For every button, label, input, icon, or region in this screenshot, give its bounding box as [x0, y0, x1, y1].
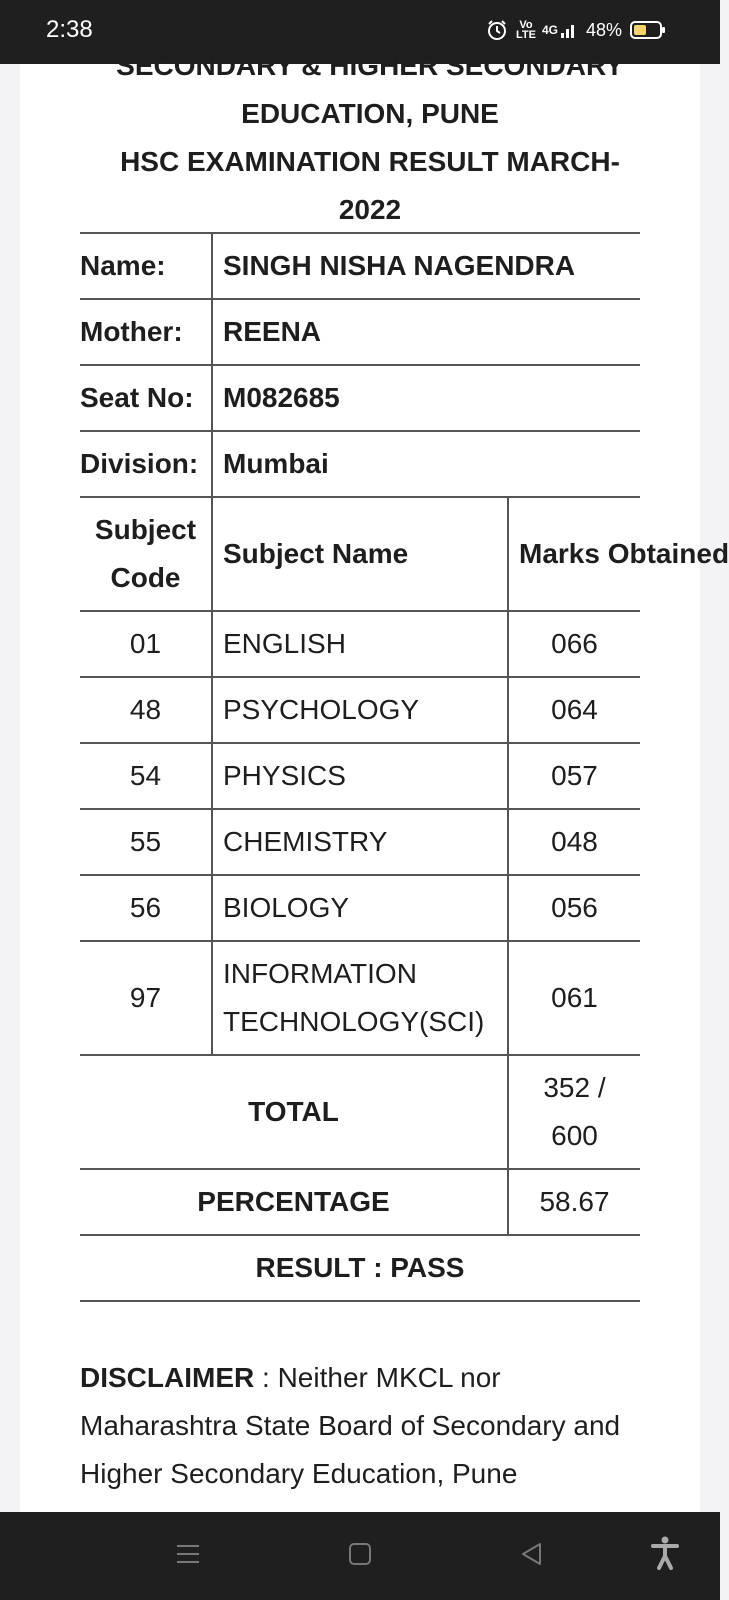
- heading-line-4: 2022: [338, 194, 402, 225]
- result-status: RESULT : PASS: [80, 1235, 640, 1301]
- subject-row: [80, 875, 640, 941]
- subject-code: 48: [80, 677, 212, 743]
- subject-marks: 066: [508, 611, 640, 677]
- home-icon[interactable]: [346, 1540, 374, 1573]
- percentage-label: PERCENTAGE: [80, 1169, 508, 1235]
- mother-name: REENA: [212, 299, 640, 365]
- col-subject-name: Subject Name: [212, 497, 508, 611]
- heading-line-3: HSC EXAMINATION RESULT MARCH-: [120, 146, 620, 177]
- subject-row: [80, 611, 640, 677]
- name-row: [80, 233, 640, 299]
- subject-row: [80, 941, 640, 1055]
- network-type: 4G: [541, 23, 558, 37]
- disclaimer-label: DISCLAIMER: [80, 1362, 255, 1393]
- result-row: [80, 1235, 640, 1301]
- subject-row: [80, 743, 640, 809]
- subject-marks: 057: [508, 743, 640, 809]
- subject-name: INFORMATION TECHNOLOGY(SCI): [212, 941, 508, 1055]
- subject-code: 54: [80, 743, 212, 809]
- battery-icon: [630, 21, 662, 39]
- subject-marks: 064: [508, 677, 640, 743]
- percentage-row: [80, 1169, 640, 1235]
- result-table: [80, 232, 729, 1302]
- subject-row: [80, 677, 640, 743]
- name-label: Name:: [80, 233, 212, 299]
- subject-code: 01: [80, 611, 212, 677]
- disclaimer: [80, 1354, 640, 1498]
- subject-code: 55: [80, 809, 212, 875]
- menu-icon[interactable]: [174, 1540, 202, 1573]
- column-header-row: [80, 497, 640, 611]
- seat-row: [80, 365, 640, 431]
- subject-code: 56: [80, 875, 212, 941]
- disclaimer-text: : Neither MKCL nor Maharashtra State Board of Secondary and Higher Secondary Education, Pune: [80, 1362, 621, 1489]
- total-label: TOTAL: [80, 1055, 508, 1169]
- col-marks: [508, 497, 729, 611]
- alarm-icon: [486, 19, 508, 41]
- col-subject-code: Subject Code: [80, 497, 212, 611]
- accessibility-icon[interactable]: [650, 1536, 680, 1575]
- navigation-bar: [0, 1512, 720, 1600]
- total-value: 352 / 600: [508, 1055, 640, 1169]
- seat-number: M082685: [212, 365, 640, 431]
- subject-name: CHEMISTRY: [212, 809, 508, 875]
- col-marks-label: Marks Obtained: [519, 538, 729, 569]
- division-value: Mumbai: [212, 431, 640, 497]
- status-icons: [486, 19, 662, 41]
- subject-row: [80, 809, 640, 875]
- seat-label: Seat No:: [80, 365, 212, 431]
- heading-line-1: SECONDARY & HIGHER SECONDARY: [116, 50, 624, 81]
- battery-percent: 48%: [585, 19, 622, 40]
- battery-level: [634, 25, 646, 35]
- division-label: Division:: [80, 431, 212, 497]
- status-time: 2:38: [46, 16, 93, 43]
- volte-icon: Vo LTE: [515, 19, 536, 41]
- mother-row: [80, 299, 640, 365]
- result-card: [20, 50, 729, 1514]
- subject-marks: 056: [508, 875, 640, 941]
- board-heading: [80, 42, 660, 234]
- subject-name: ENGLISH: [212, 611, 508, 677]
- mother-label: Mother:: [80, 299, 212, 365]
- subject-code: 97: [80, 941, 212, 1055]
- subject-marks: 061: [508, 941, 640, 1055]
- division-row: [80, 431, 640, 497]
- subject-name: PSYCHOLOGY: [212, 677, 508, 743]
- subject-name: BIOLOGY: [212, 875, 508, 941]
- signal-icon: [542, 21, 578, 39]
- heading-line-2: EDUCATION, PUNE: [241, 98, 499, 129]
- total-row: [80, 1055, 640, 1169]
- subject-name: PHYSICS: [212, 743, 508, 809]
- percentage-value: 58.67: [508, 1169, 640, 1235]
- subject-marks: 048: [508, 809, 640, 875]
- back-icon[interactable]: [518, 1540, 546, 1573]
- student-name: SINGH NISHA NAGENDRA: [212, 233, 640, 299]
